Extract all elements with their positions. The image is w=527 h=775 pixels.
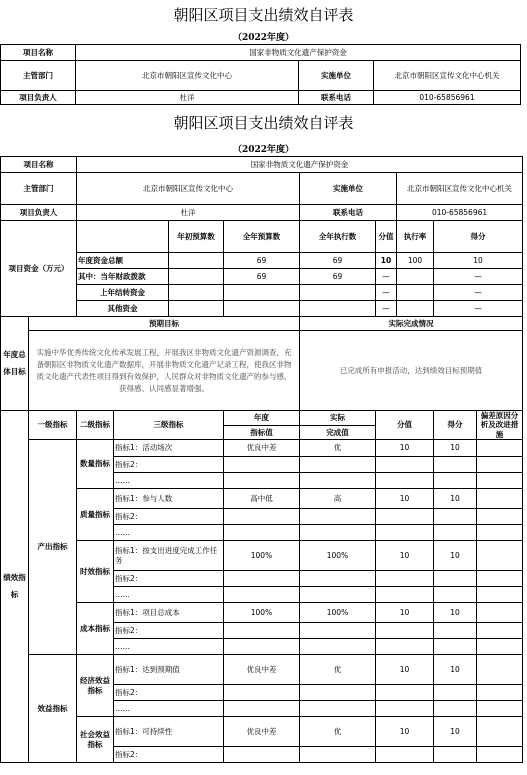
output-indicator-label: 产出指标 [29,440,77,655]
perf-side-label: 绩效指标 [1,411,29,763]
indicator-name: 指标1：按支出进度完成工作任务 [114,541,224,571]
actual-completion-text: 已完成所有申报活动，达到绩效目标预期值 [300,331,523,411]
indicator-score: 10 [434,655,477,685]
unit-value: 北京市朝阳区宣传文化中心机关 [374,61,521,91]
project-name-label: 项目名称 [1,157,77,173]
indicator-reason [477,717,523,747]
perf-header-value: 分值 [376,411,434,440]
form2-subtitle: （2022年度） [232,145,295,155]
indicator-value: 10 [376,603,434,623]
perf-header-reason: 偏差原因分析及改进措施 [477,411,523,440]
expected-goal-text: 实施中华优秀传统文化传承发展工程，开展我区非物质文化遗产资源调查，充备朝阳区非物质文化遗产数据库，开展非物质文化遗产记录工程，使我区非物质文化遗产代表性项目得到有效保护，人民群众对非物质文化遗产的参与感、获得感、认同感显著增强。 [29,331,300,411]
indicator-name: 指标1：可持续性 [114,717,224,747]
perf-header-level2: 二级指标 [77,411,114,440]
funds-executed: 69 [300,269,376,285]
funds-value: — [376,301,397,317]
indicator-reason [477,541,523,571]
dept-label: 主管部门 [1,173,77,205]
perf-header-score: 得分 [434,411,477,440]
funds-row [1,301,523,317]
funds-row-label: 其中：当年财政拨款 [77,269,169,285]
funds-score: — [434,269,523,285]
indicator-name: …… [114,587,224,603]
funds-value: — [376,285,397,301]
funds-row [1,253,523,269]
indicator-value: 10 [376,717,434,747]
indicator-name: 指标1：项目总成本 [114,603,224,623]
form1-subtitle: （2022年度） [232,33,295,43]
indicator-target: 高中低 [224,489,300,509]
funds-score: 10 [434,253,523,269]
perf-header-level3: 三级指标 [114,411,224,440]
funds-initial [169,285,224,301]
form2-table [0,156,523,763]
perf-group-label: 社会效益指标 [77,717,114,763]
leader-label: 项目负责人 [1,205,77,221]
funds-initial [169,269,224,285]
indicator-reason [477,655,523,685]
phone-value: 010-65856961 [374,91,521,105]
funds-budget [224,301,300,317]
leader-label: 项目负责人 [1,91,76,105]
indicator-score: 10 [434,541,477,571]
funds-row-label: 其他资金 [77,301,169,317]
funds-row-label: 年度资金总额 [77,253,169,269]
perf-header-annual: 年度 [224,411,300,426]
indicator-reason [477,440,523,457]
funds-budget [224,285,300,301]
expected-goal-label: 预期目标 [29,317,300,331]
indicator-actual: 优 [300,655,376,685]
perf-group-label: 时效指标 [77,541,114,603]
funds-value: 10 [376,253,397,269]
leader-value: 杜洋 [76,91,299,105]
unit-value: 北京市朝阳区宣传文化中心机关 [397,173,523,205]
funds-row [1,269,523,285]
indicator-reason [477,603,523,623]
project-name-value: 国家非物质文化遗产保护资金 [76,45,521,61]
funds-label: 项目资金（万元） [1,221,77,317]
indicator-score: 10 [434,717,477,747]
funds-budget: 69 [224,253,300,269]
perf-header-actual-sub: 完成值 [300,425,376,440]
phone-label: 联系电话 [299,91,374,105]
funds-executed [300,301,376,317]
indicator-name: 指标2： [114,457,224,473]
funds-header-initial: 年初预算数 [169,221,224,253]
indicator-score: 10 [434,440,477,457]
dept-label: 主管部门 [1,61,76,91]
funds-initial [169,253,224,269]
dept-value: 北京市朝阳区宣传文化中心 [76,61,299,91]
perf-header-actual: 实际 [300,411,376,426]
indicator-name: 指标2： [114,509,224,525]
annual-goal-side-label: 年度总体目标 [1,317,29,411]
perf-header-annual-sub: 指标值 [224,425,300,440]
indicator-name: …… [114,473,224,489]
perf-group-label: 经济效益指标 [77,655,114,717]
funds-row-label: 上年结转资金 [77,285,169,301]
indicator-score: 10 [434,603,477,623]
phone-label: 联系电话 [300,205,397,221]
indicator-value: 10 [376,440,434,457]
funds-budget: 69 [224,269,300,285]
indicator-target: 优良中差 [224,717,300,747]
indicator-actual: 100% [300,541,376,571]
funds-header-rate: 执行率 [397,221,434,253]
indicator-actual: 优 [300,717,376,747]
funds-executed [300,285,376,301]
indicator-name: …… [114,525,224,541]
funds-header-budget: 全年预算数 [224,221,300,253]
dept-value: 北京市朝阳区宣传文化中心 [77,173,300,205]
indicator-name: 指标1：活动场次 [114,440,224,457]
funds-row [1,285,523,301]
funds-initial [169,301,224,317]
indicator-value: 10 [376,655,434,685]
indicator-name: 指标2： [114,685,224,701]
indicator-name: …… [114,639,224,655]
funds-executed: 69 [300,253,376,269]
form1-title: 朝阳区项目支出绩效自评表 [173,6,354,24]
indicator-reason [477,489,523,509]
form2-title: 朝阳区项目支出绩效自评表 [0,112,527,140]
indicator-name: 指标2： [114,623,224,639]
funds-score: — [434,301,523,317]
perf-group-label: 质量指标 [77,489,114,541]
funds-rate [397,301,434,317]
indicator-target: 100% [224,541,300,571]
indicator-value: 10 [376,489,434,509]
actual-completion-label: 实际完成情况 [300,317,523,331]
unit-label: 实施单位 [299,61,374,91]
indicator-name: 指标1：参与人数 [114,489,224,509]
effect-indicator-label: 效益指标 [29,655,77,763]
funds-score: — [434,285,523,301]
perf-header-level1: 一级指标 [29,411,77,440]
perf-group-label: 数量指标 [77,440,114,489]
indicator-name: …… [114,701,224,717]
project-name-label: 项目名称 [1,45,76,61]
indicator-actual: 高 [300,489,376,509]
indicator-value: 10 [376,541,434,571]
indicator-target: 100% [224,603,300,623]
funds-rate: 100 [397,253,434,269]
indicator-actual: 100% [300,603,376,623]
project-name-value: 国家非物质文化遗产保护资金 [77,157,523,173]
funds-value: — [376,269,397,285]
indicator-name: 指标1：达到预期值 [114,655,224,685]
funds-rate [397,285,434,301]
indicator-name: 指标2： [114,571,224,587]
indicator-target: 优良中差 [224,655,300,685]
funds-rate [397,269,434,285]
indicator-name: 指标2： [114,747,224,763]
phone-value: 010-65856961 [397,205,523,221]
funds-header-executed: 全年执行数 [300,221,376,253]
unit-label: 实施单位 [300,173,397,205]
funds-header-value: 分值 [376,221,397,253]
indicator-actual: 优 [300,440,376,457]
funds-header-score: 得分 [434,221,523,253]
perf-group-label: 成本指标 [77,603,114,655]
indicator-score: 10 [434,489,477,509]
leader-value: 杜洋 [77,205,300,221]
indicator-target: 优良中差 [224,440,300,457]
form1-table [0,44,521,105]
